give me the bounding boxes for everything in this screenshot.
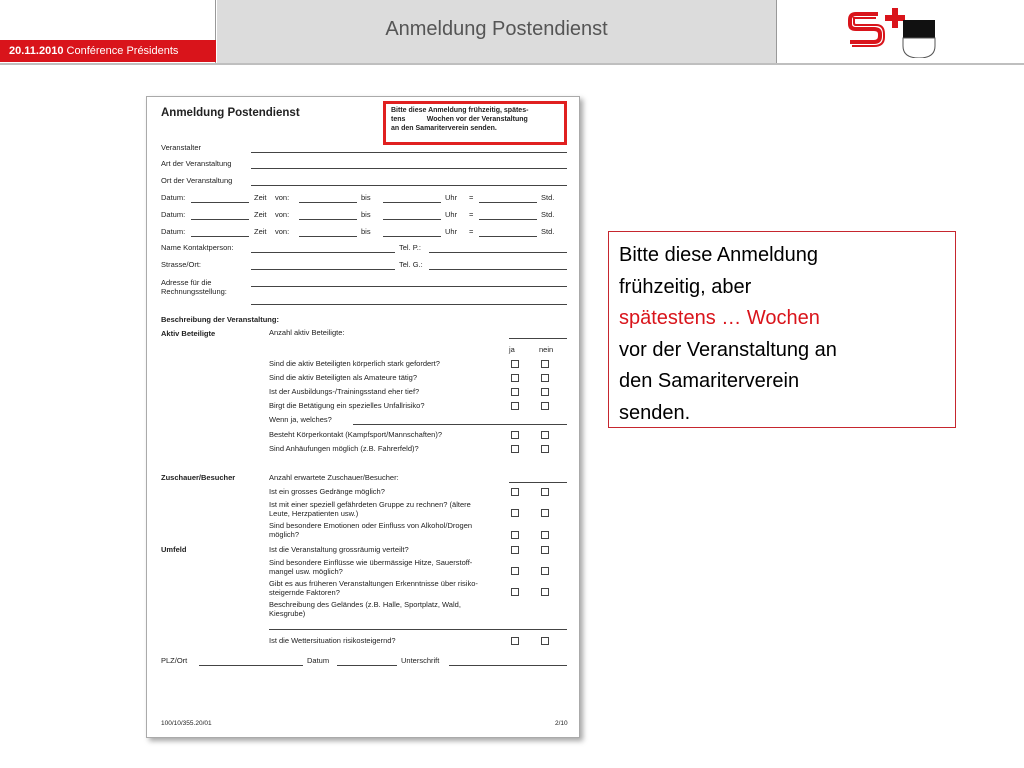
field-line: [251, 269, 395, 270]
header-event: Conférence Présidents: [66, 45, 179, 57]
plz-label: PLZ/Ort: [161, 656, 188, 665]
checkbox-nein: [541, 360, 549, 368]
von-label: von:: [275, 193, 290, 202]
tel-g-label: Tel. G.:: [399, 260, 423, 269]
checkbox-ja: [511, 637, 519, 645]
checkbox-nein: [541, 402, 549, 410]
field-line: [299, 236, 357, 237]
field-line: [337, 665, 397, 666]
checkbox-nein: [541, 531, 549, 539]
datum-label: Datum: [307, 656, 330, 665]
checkbox-nein: [541, 445, 549, 453]
zuschauer-question: Leute, Herzpatienten usw.): [269, 509, 359, 518]
checkbox-ja: [511, 360, 519, 368]
zuschauer-heading: Zuschauer/Besucher: [161, 473, 236, 482]
header-divider: [0, 63, 1024, 65]
checkbox-ja: [511, 509, 519, 517]
checkbox-nein: [541, 488, 549, 496]
strasse-label: Strasse/Ort:: [161, 260, 202, 269]
checkbox-nein: [541, 374, 549, 382]
umfeld-question: Gibt es aus früheren Veranstaltungen Erkenntnisse über risiko-: [269, 579, 478, 588]
field-line: [353, 424, 567, 425]
field-line: [251, 152, 567, 153]
checkbox-nein: [541, 388, 549, 396]
aktiv-question: Sind die aktiv Beteiligten als Amateure tätig?: [269, 373, 418, 382]
aktiv-question: Ist der Ausbildungs-/Trainingsstand eher tief?: [269, 387, 420, 396]
checkbox-nein: [541, 567, 549, 575]
field-line: [509, 338, 567, 339]
date-label: Datum:: [161, 193, 186, 202]
unterschrift-label: Unterschrift: [401, 656, 440, 665]
checkbox-ja: [511, 431, 519, 439]
callout-line: senden.: [619, 401, 691, 424]
checkbox-ja: [511, 531, 519, 539]
samariter-logo-icon: [848, 2, 938, 58]
checkbox-ja: [511, 567, 519, 575]
field-line: [251, 252, 395, 253]
zuschauer-question: Ist ein grosses Gedränge möglich?: [269, 487, 385, 496]
umfeld-heading: Umfeld: [161, 545, 187, 554]
zuschauer-anzahl-label: Anzahl erwartete Zuschauer/Besucher:: [269, 473, 399, 482]
aktiv-question: Besteht Körperkontakt (Kampfsport/Mannschaften)?: [269, 430, 443, 439]
checkbox-nein: [541, 431, 549, 439]
field-line: [479, 219, 537, 220]
date-banner: [0, 40, 216, 62]
form-title: Anmeldung Postendienst: [161, 107, 300, 119]
field-line: [199, 665, 303, 666]
checkbox-nein: [541, 588, 549, 596]
tel-p-label: Tel. P.:: [399, 243, 421, 252]
slide-header: [0, 0, 1024, 64]
aktiv-question: Sind Anhäufungen möglich (z.B. Fahrerfeld)?: [269, 444, 419, 453]
umfeld-question: Ist die Wettersituation risikosteigernd?: [269, 636, 396, 645]
field-line: [191, 219, 249, 220]
callout-line: den Samariterverein: [619, 370, 800, 392]
checkbox-ja: [511, 488, 519, 496]
equals-label: =: [469, 227, 474, 236]
field-line: [251, 168, 567, 169]
checkbox-nein: [541, 546, 549, 554]
umfeld-question: steigernde Faktoren?: [269, 588, 340, 597]
field-line: [251, 304, 567, 305]
header-left-panel: [0, 0, 216, 64]
field-art: Art der Veranstaltung: [161, 159, 232, 168]
std-label: Std.: [541, 193, 555, 202]
checkbox-ja: [511, 546, 519, 554]
beschreibung-heading: Beschreibung der Veranstaltung:: [161, 315, 279, 324]
aktiv-question: Wenn ja, welches?: [269, 415, 332, 424]
field-veranstalter: Veranstalter: [161, 143, 202, 152]
field-ort: Ort der Veranstaltung: [161, 176, 233, 185]
notice-line-3: an den Samariterverein senden.: [391, 125, 497, 132]
field-line: [269, 629, 567, 630]
callout-line: vor der Veranstaltung an: [619, 338, 837, 361]
checkbox-nein: [541, 509, 549, 517]
field-line: [479, 202, 537, 203]
uhr-label: Uhr: [445, 210, 458, 219]
bis-label: bis: [361, 193, 371, 202]
adresse-label-1: Adresse für die: [161, 278, 212, 287]
adresse-label-2: Rechnungsstellung:: [161, 287, 227, 296]
notice-line-1: Bitte diese Anmeldung frühzeitig, spätes-: [391, 107, 529, 114]
field-line: [299, 202, 357, 203]
field-line: [429, 269, 567, 270]
umfeld-question: Ist die Veranstaltung grossräumig verteilt?: [269, 545, 409, 554]
von-label: von:: [275, 227, 290, 236]
aktiv-anzahl-label: Anzahl aktiv Beteiligte:: [269, 328, 345, 337]
field-line: [191, 236, 249, 237]
zuschauer-question: Ist mit einer speziell gefährdeten Gruppe zu rechnen? (ältere: [269, 500, 471, 509]
form-image: [146, 96, 580, 738]
uhr-label: Uhr: [445, 227, 458, 236]
form-code: 100/10/355.20/01: [161, 720, 212, 727]
uhr-label: Uhr: [445, 193, 458, 202]
field-line: [479, 236, 537, 237]
header-title-panel: [217, 0, 777, 64]
checkbox-ja: [511, 402, 519, 410]
zeit-label: Zeit: [254, 193, 267, 202]
form-page-number: 2/10: [555, 720, 568, 727]
aktiv-question: Birgt die Betätigung ein spezielles Unfallrisiko?: [269, 401, 425, 410]
date-label: Datum:: [161, 227, 186, 236]
aktiv-question: Sind die aktiv Beteiligten körperlich stark gefordert?: [269, 359, 440, 368]
von-label: von:: [275, 210, 290, 219]
bis-label: bis: [361, 210, 371, 219]
form-notice-box: [383, 101, 567, 145]
field-line: [429, 252, 567, 253]
field-line: [383, 236, 441, 237]
contact-name-label: Name Kontaktperson:: [161, 243, 234, 252]
ja-header: ja: [509, 345, 515, 354]
field-line: [383, 219, 441, 220]
checkbox-ja: [511, 374, 519, 382]
equals-label: =: [469, 193, 474, 202]
equals-label: =: [469, 210, 474, 219]
zuschauer-question: möglich?: [269, 530, 300, 539]
field-line: [449, 665, 567, 666]
callout-line: Bitte diese Anmeldung: [619, 244, 819, 266]
aktiv-heading: Aktiv Beteiligte: [161, 329, 216, 338]
field-line: [383, 202, 441, 203]
checkbox-ja: [511, 588, 519, 596]
callout-highlight: spätestens … Wochen: [619, 307, 820, 329]
header-logo-panel: [778, 0, 1024, 64]
zeit-label: Zeit: [254, 227, 267, 236]
umfeld-question: Sind besondere Einflüsse wie übermässige Hitze, Sauerstoff-: [269, 558, 473, 567]
slide-title: Anmeldung Postendienst: [385, 18, 608, 40]
umfeld-question: Beschreibung des Geländes (z.B. Halle, Sportplatz, Wald,: [269, 600, 461, 609]
umfeld-question: Kiesgrube): [269, 609, 306, 618]
checkbox-ja: [511, 388, 519, 396]
header-date: 20.11.2010: [9, 45, 64, 57]
callout-box: [608, 231, 956, 428]
nein-header: nein: [539, 345, 554, 354]
field-line: [299, 219, 357, 220]
field-line: [509, 482, 567, 483]
checkbox-nein: [541, 637, 549, 645]
zuschauer-question: Sind besondere Emotionen oder Einfluss von Alkohol/Drogen: [269, 521, 473, 530]
std-label: Std.: [541, 227, 555, 236]
date-label: Datum:: [161, 210, 186, 219]
callout-line: frühzeitig, aber: [619, 275, 752, 298]
field-line: [251, 286, 567, 287]
umfeld-question: mangel usw. möglich?: [269, 567, 343, 576]
bis-label: bis: [361, 227, 371, 236]
field-line: [191, 202, 249, 203]
checkbox-ja: [511, 445, 519, 453]
zeit-label: Zeit: [254, 210, 267, 219]
std-label: Std.: [541, 210, 555, 219]
notice-line-2: tens Wochen vor der Veranstaltung: [391, 116, 528, 123]
field-line: [251, 185, 567, 186]
